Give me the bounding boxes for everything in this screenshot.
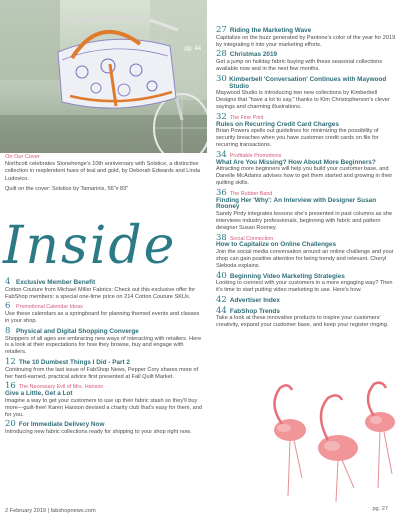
entry-page-number: 36 <box>216 187 227 198</box>
entry-title: Physical and Digital Shopping Converge <box>16 327 139 335</box>
contents-right-column <box>216 27 396 332</box>
photo-page-reference: pg. 44 <box>184 46 201 52</box>
entry-page-number: 38 <box>216 232 227 243</box>
entry-description: Imagine a way to get your customers to use up their fabric stash so they'll buy more—guilt-free! Karen Hanson devised a charity club that's easy for them, and for you. <box>5 397 202 418</box>
entry-page-number: 4 <box>5 277 11 287</box>
entry-description: Continuing from the last issue of FabShop News, Pepper Cory shares more of her hard-earned, practical advice first presented at Fall Quilt Market. <box>5 366 199 380</box>
entry-header <box>216 73 396 91</box>
entry-title: Exclusive Member Benefit <box>16 279 96 286</box>
entry-title: FabShop Trends <box>229 307 280 315</box>
cover-photo <box>0 0 207 153</box>
entry-title: What Are You Missing? How About More Beginners? <box>216 158 376 166</box>
entry-description: Join the social media conversation around an online challenge and your shop can gain positive attention for being trendy and relevant. Cheryl Sleboda explains. <box>216 249 394 269</box>
contents-entry <box>216 73 396 111</box>
entry-description: Get a jump on holiday fabric buying with these seasonal collections available now and in the next few months. <box>216 59 383 72</box>
entry-header <box>216 51 396 59</box>
entry-department: The Fine Print <box>229 114 264 121</box>
entry-header <box>5 325 205 336</box>
contents-entry <box>216 294 396 305</box>
entry-description: Attracting more beginners will help you build your customer base, and Danelle McAdams advises how to get them started and growing in their quilting skills. <box>216 166 393 186</box>
entry-header <box>216 294 396 305</box>
contents-entry <box>216 270 396 294</box>
entry-description: Shoppers of all ages are embracing new ways of interacting with retailers. Here is a look at their expectations for how they browse, buy and engage with retailers. <box>5 335 202 356</box>
entry-header <box>216 305 396 316</box>
entry-department: The Necessary Evil of Mrs. Hanson <box>18 384 104 391</box>
entry-page-number: 16 <box>5 381 16 392</box>
entry-description: Introducing new fabric collections ready for shipping to your shop right now. <box>5 429 192 436</box>
contents-entry <box>216 27 396 48</box>
entry-page-number: 30 <box>216 73 227 84</box>
entry-header <box>5 356 205 367</box>
caption-text: Northcott celebrates Stonehenge's 10th anniversary with Solstice, a distinctive collection in resplendent hues of teal and gold, by Deborah Edwards and Linda Ludovico. <box>5 161 200 182</box>
entry-description: Sandy Pirdy integrates lessons she's presented in past columns as she interviews industry professionals, beginning with fabric and pattern designer Susan Rooney. <box>216 211 393 231</box>
entry-page-number: 40 <box>216 270 227 281</box>
entry-title: The 10 Dumbest Things I Did - Part 2 <box>18 358 130 366</box>
entry-department: Social Connection <box>229 235 274 242</box>
entry-description: Looking to connect with your customers in a more engaging way? Then it's time to start putting video marketing to use. Here's how. <box>216 280 393 294</box>
entry-description: Cotton Couture from Michael Miller Fabrics: Check out this exclusive offer for FabShop members: a special one-time price on 214 Cotton Couture SKUs. <box>5 286 196 300</box>
entry-header <box>5 421 205 429</box>
inside-heading-block <box>3 218 208 278</box>
contents-entry <box>216 232 396 270</box>
contents-entry <box>216 111 396 149</box>
contents-entry <box>5 421 205 436</box>
contents-left-column <box>5 279 205 439</box>
entry-title: How to Capitalize on Online Challenges <box>216 241 337 249</box>
entry-title: Finding Her 'Why': An Interview with Designer Susan Rooney <box>216 196 377 211</box>
entry-department: Promotional Calendar Ideas <box>16 304 83 311</box>
contents-entry <box>216 149 396 187</box>
entry-description: Take a look at these innovative products to inspire your customers' creativity, expand your customer base, and keep your register ringing. <box>216 315 389 329</box>
caption-credit: Quilt on the cover: Solstice by Tamarinis, 56"x 83" <box>5 185 129 192</box>
entry-title: Give a Little, Get a Lot <box>5 390 73 398</box>
entry-header <box>216 27 396 35</box>
entry-title: Christmas 2019 <box>229 51 278 59</box>
entry-title: Beginning Video Marketing Strategies <box>229 272 345 280</box>
contents-entry <box>5 325 205 356</box>
right-page-reference: pg. 27 <box>372 506 388 512</box>
entry-department: The Rubber Band <box>229 190 273 197</box>
page-footer: 2 February 2019 | fabshopnews.com <box>5 508 96 514</box>
entry-description: Brian Powers spells out guidelines for minimizing the possibility of security breaches when you have customer credit cards on file for recurring transactions. <box>216 128 379 148</box>
entry-page-number: 34 <box>216 149 227 160</box>
entry-department: Profitable Promotions <box>229 152 282 159</box>
entry-title: Advertiser Index <box>229 296 280 304</box>
entry-header <box>5 279 205 287</box>
entry-page-number: 44 <box>216 305 227 316</box>
cover-caption <box>5 154 205 196</box>
contents-entry <box>216 51 396 72</box>
entry-description: Capitalize on the buzz generated by Pantone's color of the year for 2019 by integrating it into your marketing efforts. <box>216 34 396 48</box>
contents-entry <box>5 383 205 418</box>
entry-title: Riding the Marketing Wave <box>229 27 312 34</box>
entry-page-number: 27 <box>216 25 227 35</box>
contents-entry <box>216 187 396 232</box>
entry-header <box>5 303 205 311</box>
contents-entry <box>5 356 205 380</box>
entry-page-number: 42 <box>216 294 227 305</box>
contents-entry <box>5 303 205 324</box>
contents-entry <box>216 305 396 329</box>
flamingo-illustration <box>262 378 400 503</box>
contents-entry <box>5 279 205 300</box>
entry-title: Kimberbell 'Conversation' Continues with Maywood Studio <box>229 75 387 90</box>
entry-title: For Immediate Delivery Now <box>18 421 105 429</box>
bicycle-basket-illustration <box>0 0 207 153</box>
entry-page-number: 12 <box>5 356 16 367</box>
entry-description: Use these calendars as a springboard for planning themed events and classes in your shop. <box>5 311 200 324</box>
entry-title: Rules on Recurring Credit Card Charges <box>216 120 339 128</box>
entry-page-number: 32 <box>216 111 227 122</box>
entry-description: Maywood Studio is introducing two new collections by Kimberbell Designs that "have a lot to say," thanks to Kim Christopherson's clever sayings and charming illustrations. <box>216 90 390 110</box>
caption-department: On Our Cover <box>5 154 40 160</box>
entry-header <box>216 270 396 281</box>
entry-page-number: 8 <box>5 325 11 336</box>
entry-page-number: 20 <box>5 419 16 430</box>
inside-heading: Inside <box>3 216 177 276</box>
entry-page-number: 28 <box>216 49 227 60</box>
entry-page-number: 6 <box>5 301 11 312</box>
